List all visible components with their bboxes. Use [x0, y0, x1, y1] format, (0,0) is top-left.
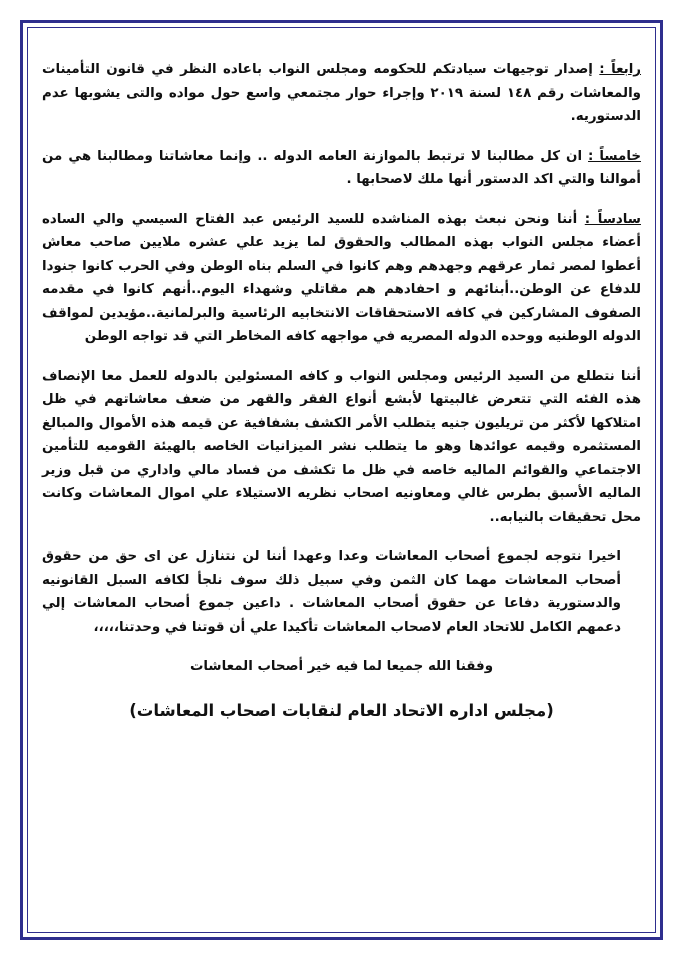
paragraph-final: اخيرا نتوجه لجموع أصحاب المعاشات وعدا وعهدا أننا لن نتنازل عن اى حق من حقوق أصحاب المعاشات مهما كان الثمن وفي سبيل ذلك سوف نلجأ لكافه السبل القانونيه والدستورية دفاعا عن حقوق أصحاب المعاشات . داعين جموع أصحاب المعاشات إلي دعمهم الكامل للاتحاد العام لاصحاب المعاشات تأكيدا علي أن قوتنا في وحدتنا،،،،، — [42, 549, 621, 635]
paragraph-text: أننا ونحن نبعث بهذه المناشده للسيد الرئيس عبد الفتاح السيسي والي الساده أعضاء مجلس النواب بهذه المطالب والحقوق لما يزيد علي عشره ملايين صاحب معاش أعطوا لمصر ثمار عرقهم وجهدهم وهم كانوا في السلم بناه الوطن وفي الحرب كانوا جنودا للدفاع عن الوطن..أبنائهم و احفادهم هم مقاتلي وشهداء اليوم..أنهم كانوا في مقدمه الصفوف المشاركين في كافه الاستحقاقات الانتخابيه الرئاسية والبرلمانية..مؤيدين لمواقف الدوله الوطنيه ووحده الدوله المصريه في مواجهه كافه المخاطر التي قد تواجه الوطن — [42, 211, 641, 344]
closing-line: وفقنا الله جميعا لما فيه خير أصحاب المعاشات — [189, 659, 494, 674]
signature: (مجلس اداره الاتحاد العام لنقابات اصحاب المعاشات) — [129, 700, 554, 720]
paragraph-fourth — [42, 58, 641, 129]
paragraph-demands: أننا نتطلع من السيد الرئيس ومجلس النواب و كافه المسئولين بالدوله للعمل معا الإنصاف هذه الفئه التي تتعرض غالبيتها لأبشع أنواع الفقر والقهر من ضعف معاشاتهم في ظل امتلاكها لأكثر من تريليون جنيه يتطلب الأمر الكشف بشفافية عن قيمه هذه الأموال والمبالغ المستثمره وقيمه عوائدها وهو ما يتطلب نشر الميزانيات الخاصه بالهيئة القوميه للتأمين الاجتماعي والقوائم الماليه خاصه في ظل ما تكشف من فساد مالي واداري من قبل وزير الماليه الأسبق بطرس غالي ومعاونيه اصحاب نظريه الاستيلاء علي اموال المعاشات وكانت محل تحقيقات بالنيابه.. — [42, 368, 641, 525]
document-body — [42, 58, 641, 722]
paragraph-fifth — [42, 145, 641, 192]
paragraph-sixth — [42, 208, 641, 349]
paragraph-label: سادساً : — [584, 211, 641, 227]
paragraph-label: خامساً : — [588, 148, 641, 164]
paragraph-label: رابعاً : — [599, 62, 642, 77]
paragraph-text: إصدار توجيهات سيادتكم للحكومه ومجلس النواب باعاده النظر في قانون التأمينات والمعاشات رقم ١٤٨ لسنة ٢٠١٩ وإجراء حوار مجتمعي واسع حول مواده والتى يشوبها عدم الدستوريه. — [42, 62, 641, 124]
paragraph-text: ان كل مطالبنا لا ترتبط بالموازنة العامه الدوله .. وإنما معاشاتنا ومطالبنا هي من أموالنا والتي اكد الدستور أنها ملك لاصحابها . — [42, 148, 641, 187]
